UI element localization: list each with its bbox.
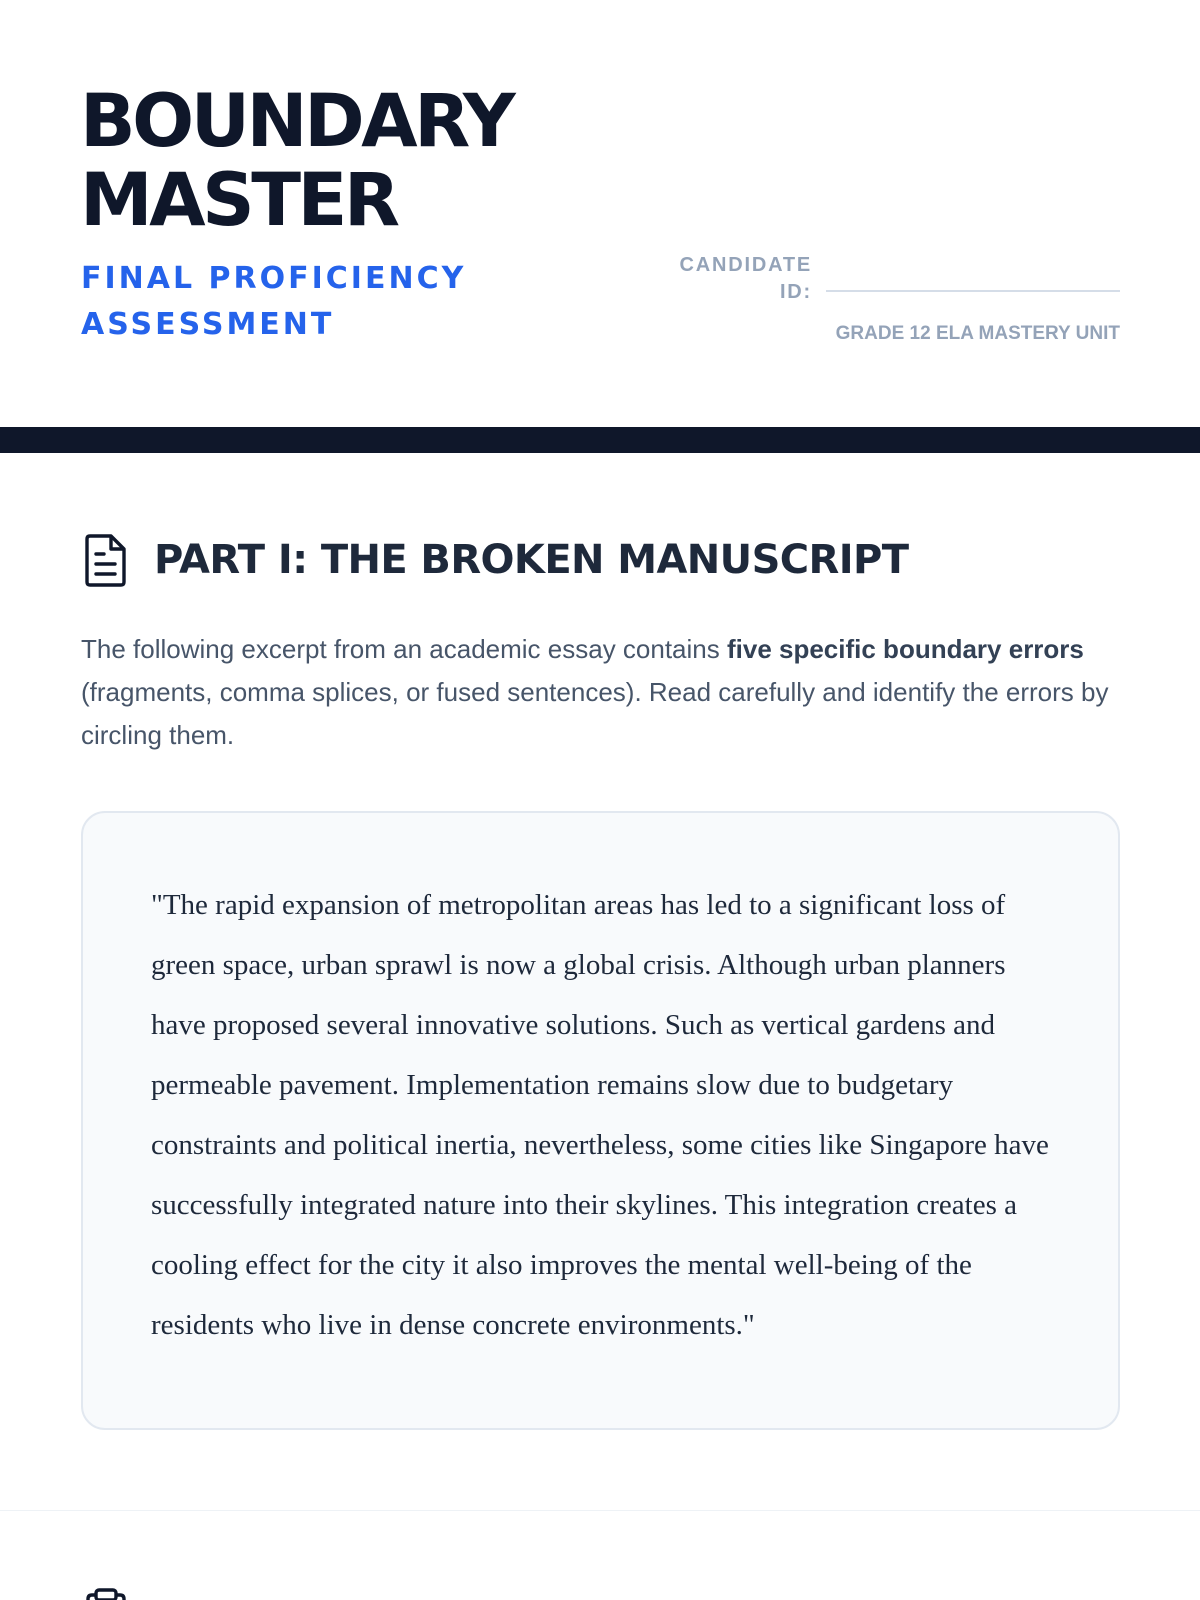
document-icon — [82, 532, 130, 588]
candidate-id-field[interactable] — [826, 290, 1120, 292]
instructions-text-start: The following excerpt from an academic essay contains — [81, 634, 727, 664]
header-divider-bar — [0, 427, 1200, 453]
section-divider — [0, 1510, 1200, 1511]
page-header — [0, 0, 1200, 427]
clipboard-icon — [82, 1588, 130, 1600]
candidate-id-label: CANDIDATE ID: — [679, 254, 812, 303]
manuscript-passage-box — [81, 811, 1120, 1430]
part-one-title: PART I: THE BROKEN MANUSCRIPT — [154, 537, 909, 583]
grade-unit-label: GRADE 12 ELA MASTERY UNIT — [835, 323, 1120, 344]
part-one-instructions — [81, 628, 1121, 757]
instructions-text-end: (fragments, comma splices, or fused sentences). Read carefully and identify the errors by circling them. — [81, 677, 1109, 750]
instructions-emphasis: five specific boundary errors — [726, 634, 1084, 664]
manuscript-passage[interactable]: "The rapid expansion of metropolitan areas has led to a significant loss of green space, urban sprawl is now a global crisis. Although urban planners have proposed several innovative solutions. Such as vertical gardens and permeable pavement. Implementation remains slow due to budgetary constraints and political inertia, nevertheless, some cities like Singapore have successfully integrated nature into their skylines. This integration creates a cooling effect for the city it also improves the mental well-being of the residents who live in dense concrete environments." — [151, 889, 1049, 1341]
page-title: BOUNDARY MASTER — [80, 79, 513, 243]
assessment-subtitle: FINAL PROFICIENCY ASSESSMENT — [81, 261, 467, 342]
